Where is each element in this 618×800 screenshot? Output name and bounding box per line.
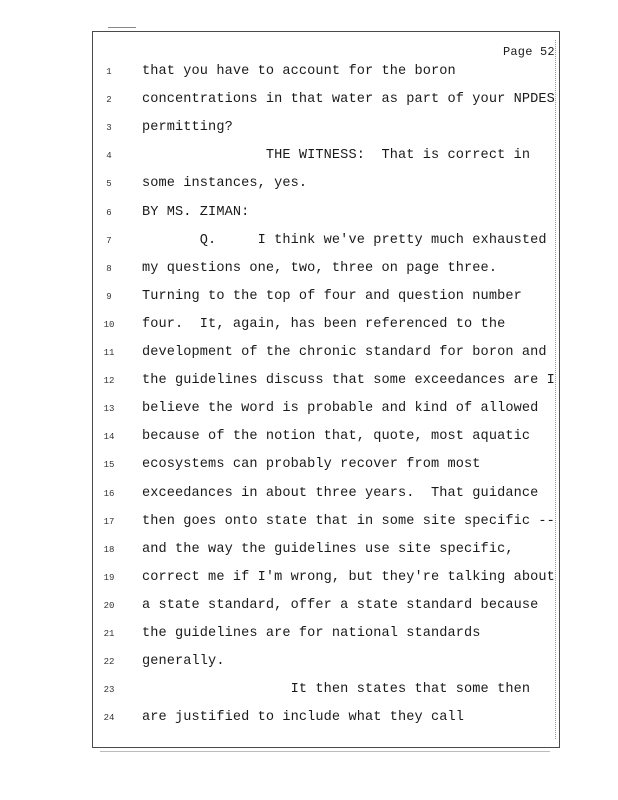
transcript-line bbox=[0, 92, 618, 112]
line-number: 13 bbox=[103, 404, 115, 415]
line-text: believe the word is probable and kind of allowed bbox=[142, 401, 539, 417]
transcript-line bbox=[0, 120, 618, 140]
transcript-line bbox=[0, 486, 618, 506]
transcript-line bbox=[0, 654, 618, 674]
line-number: 22 bbox=[103, 657, 115, 668]
line-number: 1 bbox=[106, 67, 112, 77]
transcript-line bbox=[0, 373, 618, 393]
line-number: 10 bbox=[103, 319, 115, 330]
transcript-line bbox=[0, 682, 618, 702]
line-number: 3 bbox=[106, 123, 112, 134]
line-text: my questions one, two, three on page three. bbox=[142, 260, 498, 276]
line-text: Turning to the top of four and question number bbox=[142, 288, 522, 304]
line-text: that you have to account for the boron bbox=[142, 64, 456, 79]
line-text: and the way the guidelines use site specific, bbox=[142, 541, 514, 557]
transcript-line bbox=[0, 64, 618, 84]
line-number: 14 bbox=[103, 432, 115, 443]
line-number: 6 bbox=[106, 207, 112, 218]
line-text: THE WITNESS: That is correct in bbox=[142, 148, 531, 164]
transcript-line bbox=[0, 514, 618, 534]
line-number: 23 bbox=[103, 685, 115, 696]
transcript-line bbox=[0, 710, 618, 730]
line-text: some instances, yes. bbox=[142, 176, 308, 192]
line-text: Q. I think we've pretty much exhausted bbox=[142, 232, 547, 248]
transcript-line bbox=[0, 345, 618, 365]
line-number: 21 bbox=[103, 629, 115, 639]
transcript-line bbox=[0, 626, 618, 646]
line-text: then goes onto state that in some site specific -- bbox=[142, 513, 555, 529]
line-text: generally. bbox=[142, 654, 225, 670]
line-number: 18 bbox=[103, 544, 115, 555]
line-text: development of the chronic standard for boron and bbox=[142, 345, 547, 360]
line-number: 24 bbox=[103, 713, 115, 724]
line-text: concentrations in that water as part of your NPDES bbox=[142, 92, 555, 108]
line-number: 5 bbox=[106, 179, 112, 190]
transcript-line bbox=[0, 317, 618, 337]
transcript-line bbox=[0, 233, 618, 253]
line-number: 20 bbox=[103, 600, 115, 611]
scan-artifact-bottom bbox=[100, 751, 550, 752]
line-text: exceedances in about three years. That guidance bbox=[142, 485, 539, 501]
line-number: 15 bbox=[103, 460, 115, 471]
page-number: Page 52 bbox=[503, 45, 555, 59]
line-number: 11 bbox=[103, 348, 115, 358]
line-text: It then states that some then bbox=[142, 682, 531, 698]
line-text: four. It, again, has been referenced to the bbox=[142, 316, 506, 332]
line-number: 7 bbox=[106, 235, 112, 246]
line-number: 4 bbox=[106, 151, 112, 162]
transcript-line bbox=[0, 261, 618, 281]
transcript-line bbox=[0, 148, 618, 168]
line-text: the guidelines are for national standards bbox=[142, 626, 481, 641]
line-number: 2 bbox=[106, 95, 112, 106]
line-number: 17 bbox=[103, 516, 115, 527]
transcript-line bbox=[0, 205, 618, 225]
line-number: 16 bbox=[103, 488, 115, 499]
transcript-line bbox=[0, 176, 618, 196]
transcript-line bbox=[0, 289, 618, 309]
line-number: 12 bbox=[103, 376, 115, 387]
line-text: because of the notion that, quote, most aquatic bbox=[142, 429, 531, 445]
line-text: are justified to include what they call bbox=[142, 710, 465, 726]
scan-artifact-top bbox=[108, 27, 136, 28]
line-text: ecosystems can probably recover from most bbox=[142, 457, 481, 473]
transcript-line bbox=[0, 429, 618, 449]
line-text: the guidelines discuss that some exceedances are I bbox=[142, 373, 555, 389]
line-text: BY MS. ZIMAN: bbox=[142, 204, 250, 220]
line-number: 19 bbox=[103, 572, 115, 583]
transcript-line bbox=[0, 598, 618, 618]
line-text: permitting? bbox=[142, 120, 233, 136]
transcript-line bbox=[0, 542, 618, 562]
transcript-line bbox=[0, 401, 618, 421]
line-number: 9 bbox=[106, 291, 112, 302]
transcript-line bbox=[0, 457, 618, 477]
line-text: correct me if I'm wrong, but they're talking about bbox=[142, 569, 555, 585]
line-text: a state standard, offer a state standard because bbox=[142, 597, 539, 613]
line-number: 8 bbox=[106, 263, 112, 274]
transcript-line bbox=[0, 570, 618, 590]
